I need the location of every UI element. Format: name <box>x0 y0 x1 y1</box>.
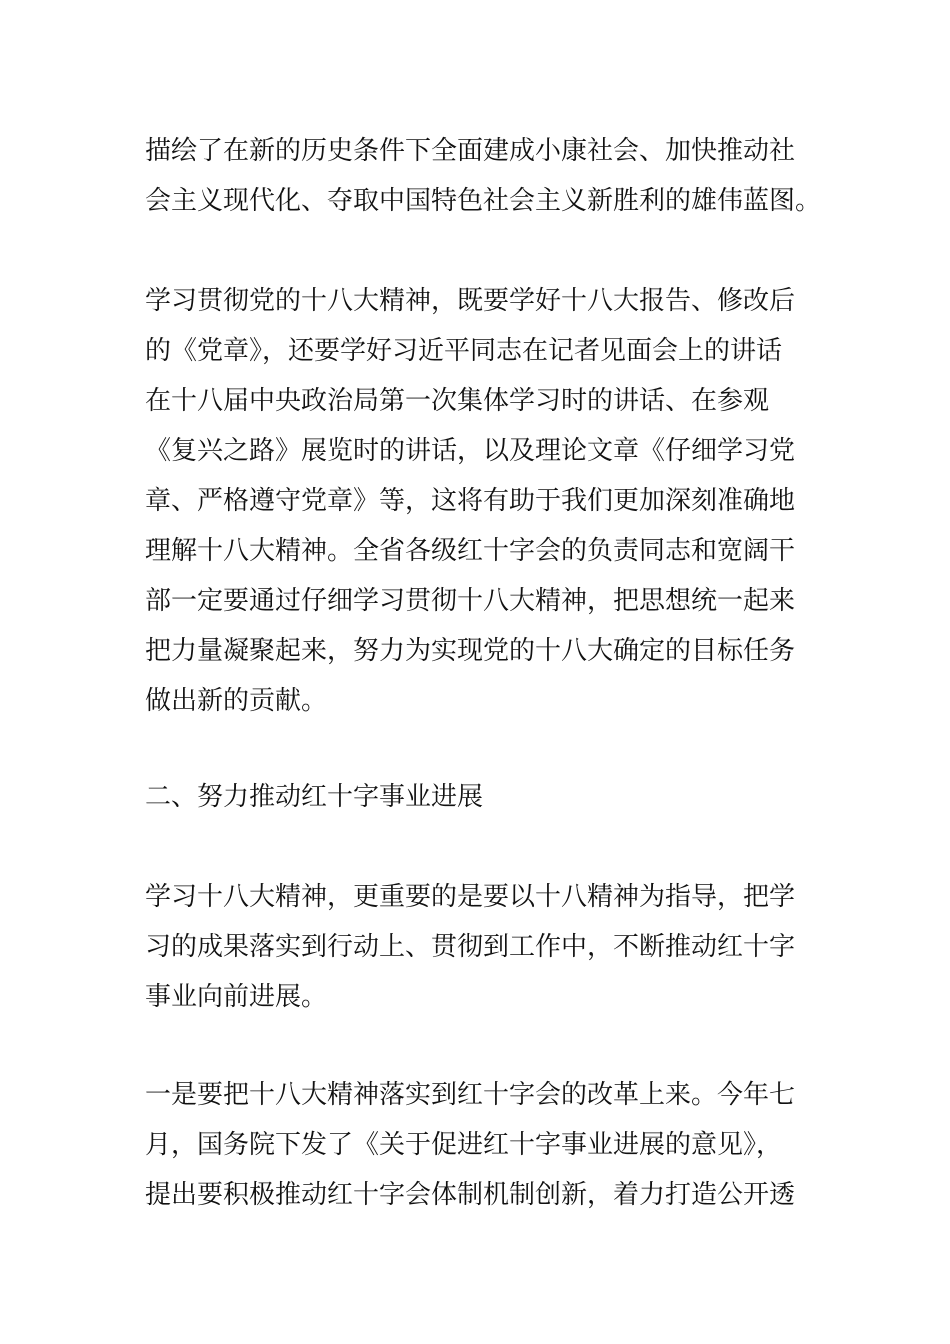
paragraph-line: 月，国务院下发了《关于促进红十字事业进展的意见》， <box>145 1130 783 1160</box>
section-heading <box>145 772 815 822</box>
paragraph-line: 事业向前进展。 <box>145 982 328 1012</box>
paragraph-line: 章、严格遵守党章》等，这将有助于我们更加深刻准确地 <box>145 486 796 516</box>
paragraph-line: 会主义现代化、夺取中国特色社会主义新胜利的雄伟蓝图。 <box>145 186 822 216</box>
paragraph-line: 做出新的贡献。 <box>145 686 328 716</box>
paragraph-line: 描绘了在新的历史条件下全面建成小康社会、加快推动社 <box>145 136 796 166</box>
paragraph-line: 提出要积极推动红十字会体制机制创新，着力打造公开透 <box>145 1180 796 1210</box>
paragraph-1 <box>145 126 822 226</box>
paragraph-3 <box>145 872 815 1022</box>
paragraph-2 <box>145 276 815 726</box>
paragraph-line: 的《党章》，还要学好习近平同志在记者见面会上的讲话 <box>145 336 783 366</box>
paragraph-line: 学习贯彻党的十八大精神，既要学好十八大报告、修改后 <box>145 286 796 316</box>
paragraph-line: 理解十八大精神。全省各级红十字会的负责同志和宽阔干 <box>145 536 796 566</box>
paragraph-line: 《复兴之路》展览时的讲话，以及理论文章《仔细学习党 <box>145 436 796 466</box>
section-heading-text: 二、努力推动红十字事业进展 <box>145 782 484 812</box>
paragraph-line: 部一定要通过仔细学习贯彻十八大精神，把思想统一起来 <box>145 586 796 616</box>
paragraph-line: 学习十八大精神，更重要的是要以十八精神为指导，把学 <box>145 882 796 912</box>
paragraph-4 <box>145 1070 815 1220</box>
paragraph-line: 在十八届中央政治局第一次集体学习时的讲话、在参观 <box>145 386 770 416</box>
paragraph-line: 习的成果落实到行动上、贯彻到工作中，不断推动红十字 <box>145 932 796 962</box>
paragraph-line: 把力量凝聚起来，努力为实现党的十八大确定的目标任务 <box>145 636 796 666</box>
paragraph-line: 一是要把十八大精神落实到红十字会的改革上来。今年七 <box>145 1080 796 1110</box>
